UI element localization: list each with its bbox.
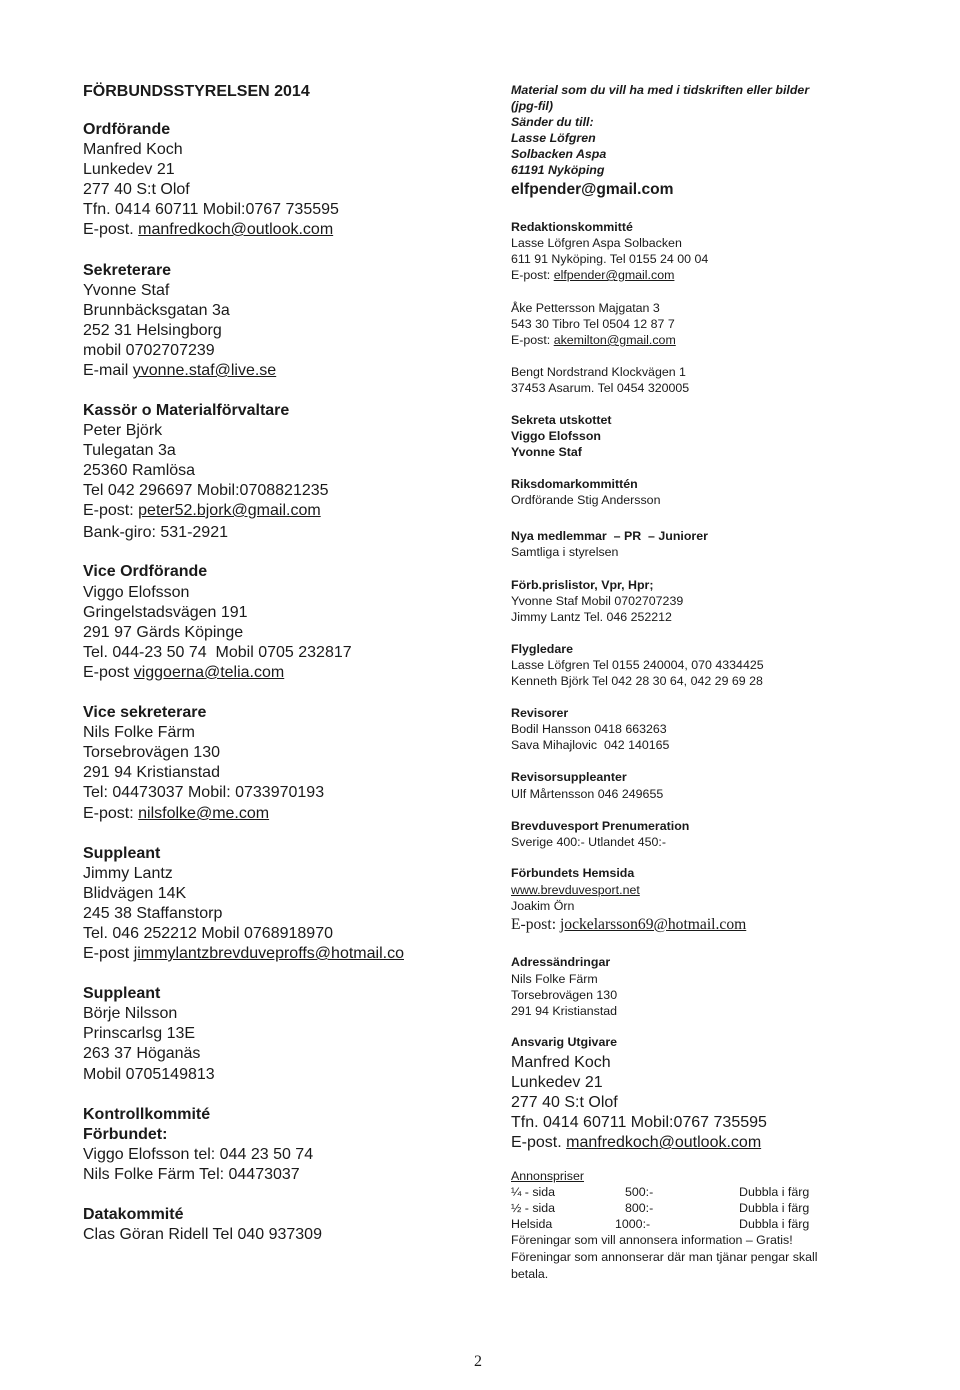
ansvarig-email-link[interactable]: manfredkoch@outlook.com — [566, 1134, 762, 1151]
suppleant-2-street: Prinscarlsg 13E — [83, 1025, 196, 1042]
price-note: Dubbla i färg — [739, 1201, 810, 1215]
suppleant-1-city: 245 38 Staffanstorp — [83, 905, 223, 922]
vice-ordforande-phone: Tel. 044-23 50 74 Mobil 0705 232817 — [83, 644, 352, 661]
vice-ordforande-email-line — [83, 665, 284, 681]
ansvarig-street: Lunkedev 21 — [511, 1074, 603, 1091]
redaktion-email-line — [511, 269, 674, 281]
ansvarig-phone: Tfn. 0414 60711 Mobil:0767 735595 — [511, 1114, 767, 1131]
ansvarig-email-line — [511, 1135, 761, 1151]
adressandringar-line-3: 291 94 Kristianstad — [511, 1004, 618, 1018]
brevduvesport-title: Brevduvesport Prenumeration — [511, 819, 690, 833]
vice-ordforande-city: 291 97 Gärds Köpinge — [83, 624, 244, 641]
sekreterare-title: Sekreterare — [83, 262, 172, 279]
datakommite-title: Datakommité — [83, 1206, 184, 1223]
hemsida-url-link[interactable]: www.brevduvesport.net — [511, 883, 640, 897]
vice-sekreterare-phone: Tel: 04473037 Mobil: 0733970193 — [83, 784, 325, 801]
email-label: E-mail — [83, 362, 133, 379]
redaktion-line-8: 37453 Asarum. Tel 0454 320005 — [511, 381, 690, 395]
suppleant-2-name: Börje Nilsson — [83, 1005, 178, 1022]
nya-medlemmar-title: Nya medlemmar – PR – Juniorer — [511, 529, 708, 543]
sekreterare-email-line — [83, 363, 276, 379]
kontrollkommite-subtitle: Förbundet: — [83, 1126, 168, 1143]
suppleant-1-title: Suppleant — [83, 845, 161, 862]
datakommite-line-1: Clas Göran Ridell Tel 040 937309 — [83, 1226, 322, 1243]
email-label: E-post: — [511, 333, 554, 347]
ordforande-street: Lunkedev 21 — [83, 161, 175, 178]
revisorer-title: Revisorer — [511, 706, 569, 720]
ordforande-email-line — [83, 222, 333, 238]
material-line-3: Sänder du till: — [511, 115, 594, 129]
sekreterare-email-link[interactable]: yvonne.staf@live.se — [132, 362, 277, 379]
redaktion-email-link-2[interactable]: akemilton@gmail.com — [553, 333, 676, 347]
material-line-4: Lasse Löfgren — [511, 131, 596, 145]
vice-ordforande-name: Viggo Elofsson — [83, 584, 190, 601]
kassor-email-line — [83, 503, 321, 519]
annonspriser-line-2: Föreningar som annonserar där man tjänar pengar skall — [511, 1250, 818, 1264]
redaktion-line-2: 611 91 Nyköping. Tel 0155 24 00 04 — [511, 252, 709, 266]
sekreterare-name: Yvonne Staf — [83, 282, 170, 299]
revisorer-line-2: Sava Mihajlovic 042 140165 — [511, 738, 670, 752]
suppleant-1-street: Blidvägen 14K — [83, 885, 187, 902]
suppleant-1-email-line — [83, 946, 404, 962]
price-value: 800:- — [625, 1201, 654, 1215]
material-line-6: 61191 Nyköping — [511, 163, 605, 177]
redaktion-title: Redaktionskommitté — [511, 220, 633, 234]
kontrollkommite-title: Kontrollkommité — [83, 1106, 211, 1123]
kassor-bankgiro: Bank-giro: 531-2921 — [83, 524, 228, 541]
adressandringar-title: Adressändringar — [511, 955, 611, 969]
annonspriser-line-3: betala. — [511, 1267, 549, 1281]
sekreta-line-2: Yvonne Staf — [511, 445, 582, 459]
revisorsuppleanter-line-1: Ulf Mårtensson 046 249655 — [511, 787, 664, 801]
redaktion-email-line-2 — [511, 334, 676, 346]
price-note: Dubbla i färg — [739, 1185, 810, 1199]
kontrollkommite-line-1: Viggo Elofsson tel: 044 23 50 74 — [83, 1146, 314, 1163]
hemsida-line-1: Joakim Örn — [511, 899, 575, 913]
annonspriser-title: Annonspriser — [511, 1169, 585, 1183]
vice-sekreterare-title: Vice sekreterare — [83, 704, 207, 721]
email-label: E-post: — [83, 805, 139, 822]
email-label: E-post. — [511, 1134, 567, 1151]
redaktion-line-7: Bengt Nordstrand Klockvägen 1 — [511, 365, 686, 379]
price-size: ½ - sida — [511, 1201, 556, 1215]
ansvarig-city: 277 40 S:t Olof — [511, 1094, 618, 1111]
riksdomar-title: Riksdomarkommittén — [511, 477, 638, 491]
kassor-name: Peter Björk — [83, 422, 163, 439]
revisorsuppleanter-title: Revisorsuppleanter — [511, 770, 627, 784]
brevduvesport-line-1: Sverige 400:- Utlandet 450:- — [511, 835, 666, 849]
email-label: E-post — [83, 945, 134, 962]
kassor-email-link[interactable]: peter52.bjork@gmail.com — [138, 502, 321, 519]
redaktion-email-link[interactable]: elfpender@gmail.com — [553, 268, 675, 282]
suppleant-1-name: Jimmy Lantz — [83, 865, 173, 882]
sekreterare-phone: mobil 0702707239 — [83, 342, 215, 359]
email-label: E-post — [83, 664, 134, 681]
kassor-phone: Tel 042 296697 Mobil:0708821235 — [83, 482, 329, 499]
ansvarig-title: Ansvarig Utgivare — [511, 1035, 618, 1049]
flygledare-title: Flygledare — [511, 642, 573, 656]
ordforande-city: 277 40 S:t Olof — [83, 181, 190, 198]
redaktion-line-4: Åke Pettersson Majgatan 3 — [511, 301, 660, 315]
hemsida-title: Förbundets Hemsida — [511, 866, 635, 880]
suppleant-2-city: 263 37 Höganäs — [83, 1045, 201, 1062]
ordforande-title: Ordförande — [83, 121, 171, 138]
ordforande-name: Manfred Koch — [83, 141, 183, 158]
sekreta-title: Sekreta utskottet — [511, 413, 612, 427]
hemsida-email-line — [511, 917, 746, 933]
price-note: Dubbla i färg — [739, 1217, 810, 1231]
vice-sekreterare-city: 291 94 Kristianstad — [83, 764, 220, 781]
forb-prislistor-line-1: Yvonne Staf Mobil 0702707239 — [511, 594, 684, 608]
vice-ordforande-street: Gringelstadsvägen 191 — [83, 604, 248, 621]
email-label: E-post. — [83, 221, 139, 238]
adressandringar-line-1: Nils Folke Färm — [511, 972, 598, 986]
ordforande-email-link[interactable]: manfredkoch@outlook.com — [138, 221, 334, 238]
email-label: E-post: — [511, 916, 560, 933]
material-line-5: Solbacken Aspa — [511, 147, 607, 161]
vice-ordforande-title: Vice Ordförande — [83, 563, 208, 580]
ordforande-phone: Tfn. 0414 60711 Mobil:0767 735595 — [83, 201, 339, 218]
vice-sekreterare-name: Nils Folke Färm — [83, 724, 196, 741]
kontrollkommite-line-2: Nils Folke Färm Tel: 04473037 — [83, 1166, 300, 1183]
kassor-street: Tulegatan 3a — [83, 442, 176, 459]
nya-medlemmar-line-1: Samtliga i styrelsen — [511, 545, 619, 559]
suppleant-2-phone: Mobil 0705149813 — [83, 1066, 215, 1083]
email-label: E-post: — [83, 502, 139, 519]
price-value: 500:- — [625, 1185, 654, 1199]
riksdomar-line-1: Ordförande Stig Andersson — [511, 493, 661, 507]
vice-sekreterare-street: Torsebrovägen 130 — [83, 744, 220, 761]
adressandringar-line-2: Torsebrovägen 130 — [511, 988, 618, 1002]
price-size: Helsida — [511, 1217, 553, 1231]
sekreta-line-1: Viggo Elofsson — [511, 429, 601, 443]
revisorer-line-1: Bodil Hansson 0418 663263 — [511, 722, 667, 736]
forb-prislistor-title: Förb.prislistor, Vpr, Hpr; — [511, 578, 654, 592]
price-value: 1000:- — [615, 1217, 651, 1231]
vice-sekreterare-email-line — [83, 806, 269, 822]
page-heading: FÖRBUNDSSTYRELSEN 2014 — [83, 83, 310, 100]
vice-ordforande-email-link[interactable]: viggoerna@telia.com — [133, 664, 285, 681]
page-number: 2 — [474, 1353, 482, 1370]
annonspriser-line-1: Föreningar som vill annonsera information – Gratis! — [511, 1233, 793, 1247]
email-label: E-post: — [511, 268, 554, 282]
redaktion-line-1: Lasse Löfgren Aspa Solbacken — [511, 236, 682, 250]
kassor-city: 25360 Ramlösa — [83, 462, 196, 479]
suppleant-1-phone: Tel. 046 252212 Mobil 0768918970 — [83, 925, 333, 942]
redaktion-line-5: 543 30 Tibro Tel 0504 12 87 7 — [511, 317, 675, 331]
suppleant-2-title: Suppleant — [83, 985, 161, 1002]
hemsida-email-link[interactable]: jockelarsson69@hotmail.com — [559, 916, 747, 933]
material-line-2: (jpg-fil) — [511, 99, 553, 113]
flygledare-line-2: Kenneth Björk Tel 042 28 30 64, 042 29 69 28 — [511, 674, 763, 688]
price-size: ¼ - sida — [511, 1185, 556, 1199]
material-email-link[interactable]: elfpender@gmail.com — [511, 181, 674, 198]
sekreterare-street: Brunnbäcksgatan 3a — [83, 302, 230, 319]
suppleant-1-email-link[interactable]: jimmylantzbrevduveproffs@hotmail.co — [133, 945, 404, 962]
kassor-title: Kassör o Materialförvaltare — [83, 402, 290, 419]
sekreterare-city: 252 31 Helsingborg — [83, 322, 222, 339]
forb-prislistor-line-2: Jimmy Lantz Tel. 046 252212 — [511, 610, 672, 624]
material-line-1: Material som du vill ha med i tidskriften eller bilder — [511, 83, 810, 97]
flygledare-line-1: Lasse Löfgren Tel 0155 240004, 070 4334425 — [511, 658, 764, 672]
ansvarig-name: Manfred Koch — [511, 1054, 611, 1071]
vice-sekreterare-email-link[interactable]: nilsfolke@me.com — [138, 805, 270, 822]
